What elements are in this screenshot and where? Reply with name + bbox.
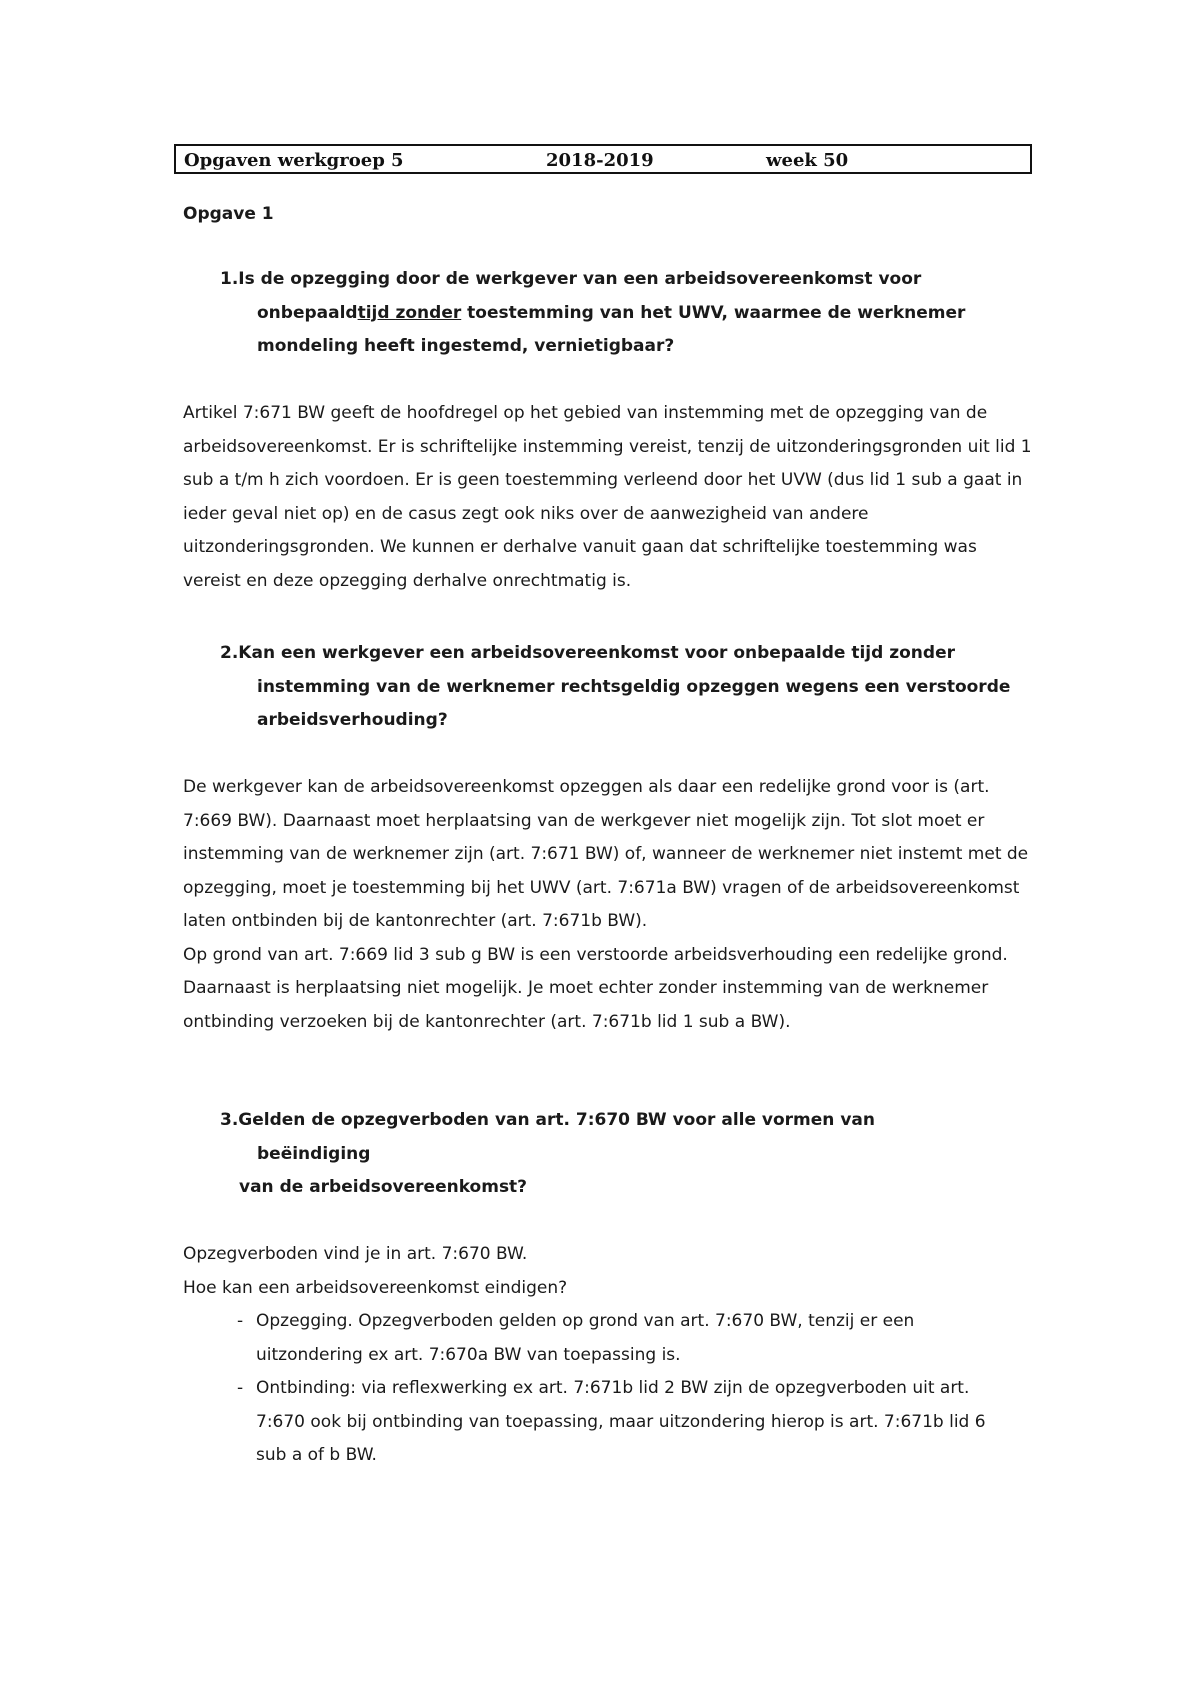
header-title: Opgaven werkgroep 5 xyxy=(184,150,404,171)
question-2-body: Kan een werkgever een arbeidsovereenkomst voor onbepaalde tijd zonder instemming van de werknemer rechtsgeldig opzeggen wegens een verstoorde arbeidsverhouding? xyxy=(238,643,1011,730)
question-2-number: 2. xyxy=(220,643,239,663)
answer-2-paragraph-2: Op grond van art. 7:669 lid 3 sub g BW is een verstoorde arbeidsverhouding een redelijke grond. Daarnaast is herplaatsing niet mogelijk. Je moet echter zonder instemming van de werknemer ontbinding verzoeken bij de kantonrechter (art. 7:671b lid 1 sub a BW). xyxy=(183,944,1008,1032)
question-1-part2: tijd xyxy=(357,302,396,323)
answer-3 xyxy=(183,1238,1013,1473)
question-2-text xyxy=(183,637,1043,738)
question-3-line-3: van de arbeidsovereenkomst? xyxy=(239,1177,528,1197)
question-3-line-1: 3.Gelden de opzegverboden van art. 7:670 BW voor alle vormen van xyxy=(220,1110,875,1130)
question-1-part3: toestemming van het UWV, waarmee de werknemer mondeling heeft ingestemd, vernietigbaar? xyxy=(257,302,966,356)
answer-1 xyxy=(183,397,1038,598)
bullet-dash: - xyxy=(237,1311,244,1331)
answer-3-intro-1: Opzegverboden vind je in art. 7:670 BW. xyxy=(183,1244,528,1264)
list-item-text: Ontbinding: via reflexwerking ex art. 7:671b lid 2 BW zijn de opzegverboden uit art. 7:670 ook bij ontbinding van toepassing, maar uitzondering hierop is art. 7:671b lid 6 sub a of b BW. xyxy=(256,1378,986,1465)
answer-2-paragraph-1: De werkgever kan de arbeidsovereenkomst opzeggen als daar een redelijke grond voor is (art. 7:669 BW). Daarnaast moet herplaatsing van de werkgever niet mogelijk zijn. Tot slot moet er instemming van de werknemer zijn (art. 7:671 BW) of, wanneer de werknemer niet instemt met de opzegging, moet je toestemming bij het UWV (art. 7:671a BW) vragen of de arbeidsovereenkomst laten ontbinden bij de kantonrechter (art. 7:671b BW). xyxy=(183,777,1029,931)
list-item xyxy=(183,1305,1013,1372)
question-1-part1: Is de opzegging door de werkgever van een arbeidsovereenkomst voor onbepaald xyxy=(238,269,922,323)
question-3 xyxy=(183,1104,1043,1205)
bullet-dash: - xyxy=(237,1378,244,1398)
answer-3-bullet-list xyxy=(183,1305,1013,1473)
header-year: 2018-2019 xyxy=(546,150,654,171)
question-1-number: 1. xyxy=(220,269,239,289)
answer-1-text: Artikel 7:671 BW geeft de hoofdregel op het gebied van instemming met de opzegging van de arbeidsovereenkomst. Er is schriftelijke instemming vereist, tenzij de uitzonderingsgronden uit lid 1 sub a t/m h zich voordoen. Er is geen toestemming verleend door het UVW (dus lid 1 sub a gaat in ieder geval niet op) en de casus zegt ook niks over de aanwezigheid van andere uitzonderingsgronden. We kunnen er derhalve vanuit gaan dat schriftelijke toestemming was vereist en deze opzegging derhalve onrechtmatig is. xyxy=(183,403,1032,591)
header-box xyxy=(174,144,1032,174)
answer-3-intro-2: Hoe kan een arbeidsovereenkomst eindigen? xyxy=(183,1277,568,1298)
question-3-line-2: beëindiging xyxy=(257,1143,371,1164)
list-item xyxy=(183,1372,1013,1473)
question-1-text xyxy=(183,263,1043,364)
question-1 xyxy=(183,263,1043,364)
section-title: Opgave 1 xyxy=(183,204,274,224)
list-item-text: Opzegging. Opzegverboden gelden op grond van art. 7:670 BW, tenzij er een uitzondering ex art. 7:670a BW van toepassing is. xyxy=(256,1311,915,1365)
question-2 xyxy=(183,637,1043,738)
question-1-underlined: zonder xyxy=(395,302,462,323)
header-week: week 50 xyxy=(766,150,849,171)
answer-2 xyxy=(183,771,1038,1039)
